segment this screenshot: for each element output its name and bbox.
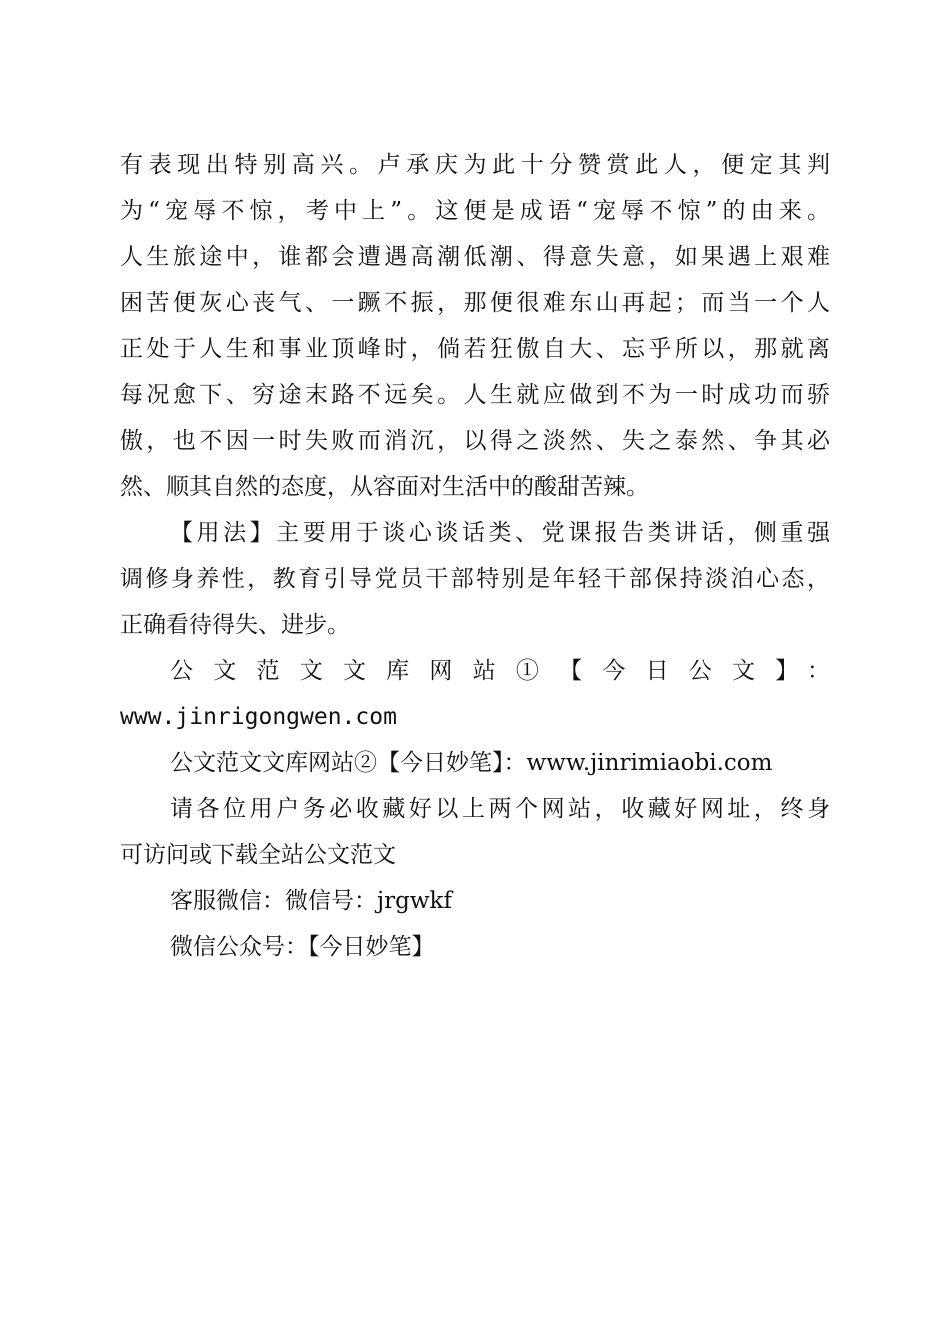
paragraph-line: 困苦便灰心丧气、一蹶不振，那便很难东山再起；而当一个人 [120,290,830,316]
website-2-line: 公文范文文库网站②【今日妙笔】：www.jinrimiaobi.com [170,750,773,776]
paragraph-line: 正处于人生和事业顶峰时，倘若狂傲自大、忘乎所以，那就离 [120,336,830,362]
usage-paragraph-line: 调修身养性，教育引导党员干部特别是年轻干部保持淡泊心态， [120,566,830,592]
website-1-label: 公文范文文库网站①【今日公文】： [170,658,830,684]
paragraph-line: 人生旅途中，谁都会遭遇高潮低潮、得意失意，如果遇上艰难 [120,244,830,270]
usage-paragraph-line: 正确看待得失、进步。 [120,612,350,638]
paragraph-line: 然、顺其自然的态度，从容面对生活中的酸甜苦辣。 [120,474,649,500]
bookmark-notice-line: 可访问或下载全站公文范文 [120,842,396,868]
paragraph-line: 有表现出特别高兴。卢承庆为此十分赞赏此人，便定其判 [120,152,830,178]
wechat-official-account: 微信公众号：【今日妙笔】 [170,934,435,960]
paragraph-line: 傲，也不因一时失败而消沉，以得之淡然、失之泰然、争其必 [120,428,830,454]
paragraph-line: 每况愈下、穷途末路不远矣。人生就应做到不为一时成功而骄 [120,382,830,408]
document-body [120,142,830,970]
customer-service-wechat: 客服微信：微信号：jrgwkf [170,888,452,914]
paragraph-line: 为“宠辱不惊，考中上”。这便是成语“宠辱不惊”的由来。 [120,198,830,224]
website-1-url: www.jinrigongwen.com [120,704,397,730]
usage-paragraph-line: 【用法】主要用于谈心谈话类、党课报告类讲话，侧重强 [170,520,830,546]
bookmark-notice-line: 请各位用户务必收藏好以上两个网站，收藏好网址，终身 [170,796,830,822]
